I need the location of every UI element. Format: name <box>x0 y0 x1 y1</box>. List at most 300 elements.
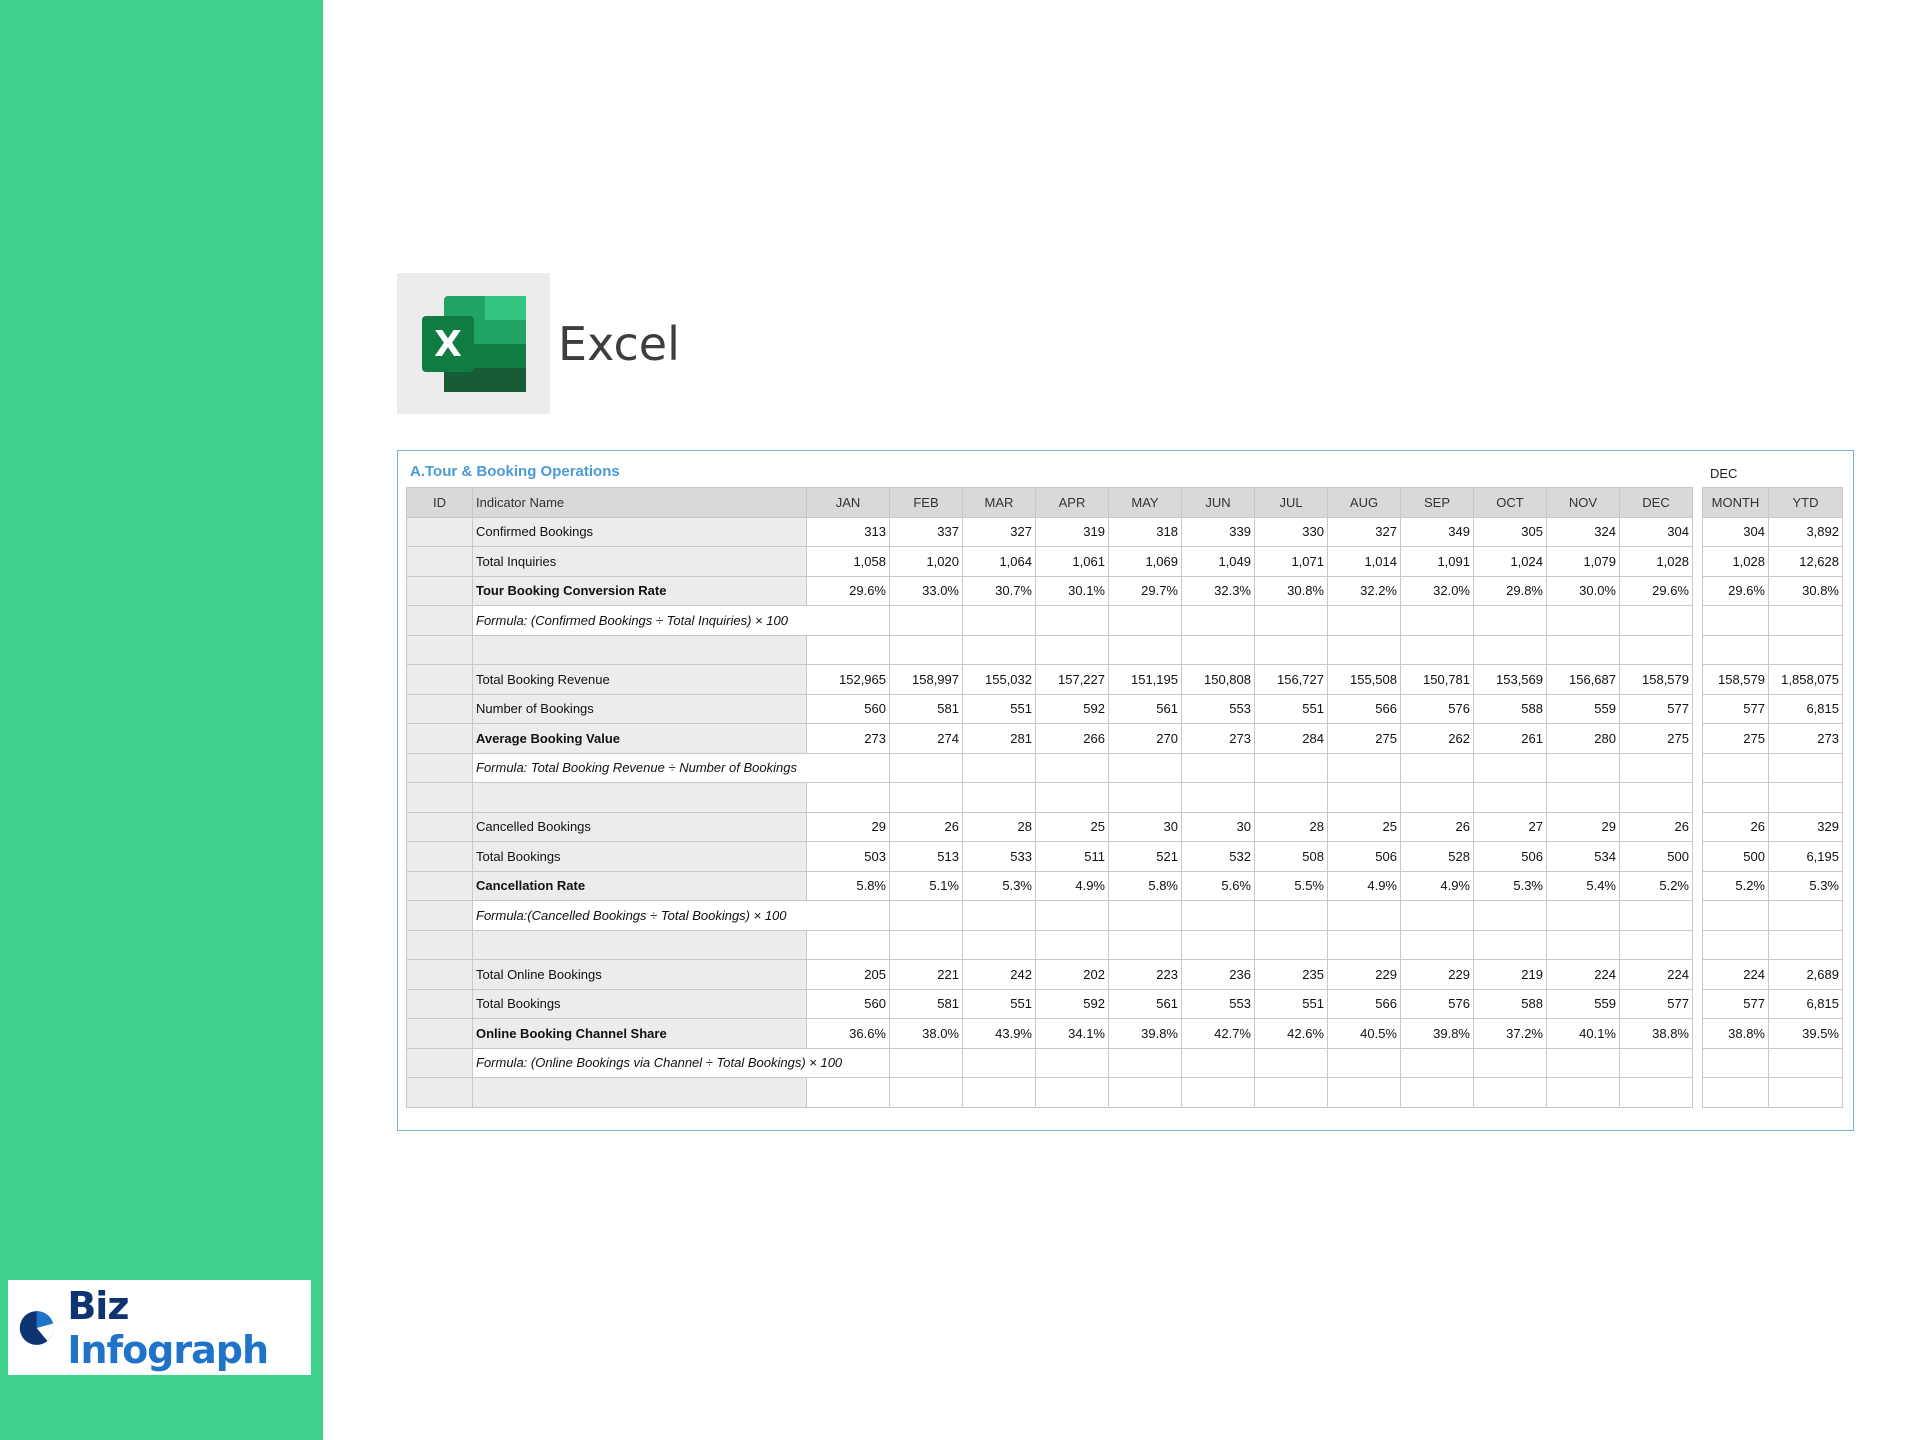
cell-value[interactable]: 38.8% <box>1620 1019 1693 1049</box>
cell-value[interactable] <box>1036 1078 1109 1108</box>
cell-month[interactable]: 577 <box>1703 694 1769 724</box>
cell-value[interactable] <box>890 1078 963 1108</box>
cell-value[interactable]: 29.7% <box>1109 576 1182 606</box>
cell-value[interactable] <box>1401 783 1474 813</box>
cell-value[interactable] <box>1182 783 1255 813</box>
cell-value[interactable] <box>1036 606 1109 636</box>
cell-ytd[interactable] <box>1769 930 1843 960</box>
formula-note[interactable]: Formula: (Confirmed Bookings ÷ Total Inquiries) × 100 <box>473 606 890 636</box>
cell-id[interactable] <box>407 547 473 577</box>
cell-value[interactable]: 337 <box>890 517 963 547</box>
cell-indicator-name[interactable]: Cancelled Bookings <box>473 812 807 842</box>
cell-ytd[interactable]: 12,628 <box>1769 547 1843 577</box>
cell-value[interactable]: 150,781 <box>1401 665 1474 695</box>
cell-value[interactable]: 261 <box>1474 724 1547 754</box>
cell-value[interactable]: 5.8% <box>1109 871 1182 901</box>
cell-value[interactable]: 32.0% <box>1401 576 1474 606</box>
cell-value[interactable] <box>1109 1048 1182 1078</box>
cell-id[interactable] <box>407 694 473 724</box>
cell-value[interactable]: 29.6% <box>1620 576 1693 606</box>
cell-ytd[interactable] <box>1769 783 1843 813</box>
cell-value[interactable]: 36.6% <box>807 1019 890 1049</box>
cell-value[interactable]: 205 <box>807 960 890 990</box>
cell-value[interactable]: 26 <box>1401 812 1474 842</box>
cell-value[interactable]: 588 <box>1474 694 1547 724</box>
cell-id[interactable] <box>407 1048 473 1078</box>
cell-value[interactable] <box>963 783 1036 813</box>
cell-value[interactable]: 5.2% <box>1620 871 1693 901</box>
cell-value[interactable] <box>1401 606 1474 636</box>
cell-value[interactable]: 560 <box>807 694 890 724</box>
cell-value[interactable] <box>1401 1078 1474 1108</box>
cell-value[interactable]: 152,965 <box>807 665 890 695</box>
cell-value[interactable]: 319 <box>1036 517 1109 547</box>
cell-value[interactable]: 281 <box>963 724 1036 754</box>
cell-indicator-name[interactable]: Total Online Bookings <box>473 960 807 990</box>
cell-indicator-name[interactable] <box>473 1078 807 1108</box>
cell-value[interactable] <box>1474 930 1547 960</box>
cell-value[interactable] <box>1182 901 1255 931</box>
cell-id[interactable] <box>407 989 473 1019</box>
cell-value[interactable] <box>1474 1078 1547 1108</box>
cell-value[interactable]: 229 <box>1328 960 1401 990</box>
cell-value[interactable]: 5.5% <box>1255 871 1328 901</box>
cell-value[interactable]: 235 <box>1255 960 1328 990</box>
cell-value[interactable]: 242 <box>963 960 1036 990</box>
cell-indicator-name[interactable]: Total Bookings <box>473 989 807 1019</box>
cell-ytd[interactable]: 6,815 <box>1769 989 1843 1019</box>
cell-value[interactable]: 559 <box>1547 694 1620 724</box>
cell-id[interactable] <box>407 871 473 901</box>
cell-id[interactable] <box>407 812 473 842</box>
cell-month[interactable]: 29.6% <box>1703 576 1769 606</box>
cell-value[interactable]: 219 <box>1474 960 1547 990</box>
cell-value[interactable]: 581 <box>890 694 963 724</box>
cell-value[interactable] <box>1620 783 1693 813</box>
cell-value[interactable]: 29.6% <box>807 576 890 606</box>
column-header-month[interactable]: AUG <box>1328 488 1401 518</box>
cell-value[interactable]: 158,997 <box>890 665 963 695</box>
cell-value[interactable] <box>1474 1048 1547 1078</box>
cell-value[interactable] <box>807 635 890 665</box>
column-header-month[interactable]: SEP <box>1401 488 1474 518</box>
cell-indicator-name[interactable] <box>473 635 807 665</box>
cell-ytd[interactable]: 6,815 <box>1769 694 1843 724</box>
cell-value[interactable]: 280 <box>1547 724 1620 754</box>
cell-value[interactable] <box>1620 635 1693 665</box>
cell-month[interactable] <box>1703 1078 1769 1108</box>
cell-value[interactable] <box>1401 635 1474 665</box>
cell-value[interactable] <box>1182 1048 1255 1078</box>
cell-indicator-name[interactable]: Online Booking Channel Share <box>473 1019 807 1049</box>
cell-id[interactable] <box>407 576 473 606</box>
cell-value[interactable] <box>1036 753 1109 783</box>
cell-value[interactable]: 266 <box>1036 724 1109 754</box>
cell-value[interactable]: 5.3% <box>1474 871 1547 901</box>
cell-id[interactable] <box>407 901 473 931</box>
cell-value[interactable]: 30.1% <box>1036 576 1109 606</box>
cell-value[interactable] <box>1182 635 1255 665</box>
cell-value[interactable]: 273 <box>1182 724 1255 754</box>
cell-value[interactable]: 224 <box>1620 960 1693 990</box>
cell-value[interactable] <box>1036 1048 1109 1078</box>
cell-value[interactable] <box>1547 930 1620 960</box>
cell-value[interactable]: 1,020 <box>890 547 963 577</box>
cell-value[interactable]: 551 <box>963 694 1036 724</box>
cell-value[interactable] <box>1547 1048 1620 1078</box>
column-header-id[interactable]: ID <box>407 488 473 518</box>
cell-id[interactable] <box>407 1078 473 1108</box>
cell-value[interactable] <box>1109 753 1182 783</box>
cell-value[interactable] <box>1036 783 1109 813</box>
cell-id[interactable] <box>407 753 473 783</box>
cell-value[interactable]: 37.2% <box>1474 1019 1547 1049</box>
cell-value[interactable]: 40.5% <box>1328 1019 1401 1049</box>
cell-id[interactable] <box>407 842 473 872</box>
cell-value[interactable] <box>1109 1078 1182 1108</box>
cell-value[interactable]: 566 <box>1328 694 1401 724</box>
cell-value[interactable]: 588 <box>1474 989 1547 1019</box>
cell-value[interactable]: 275 <box>1620 724 1693 754</box>
cell-month[interactable] <box>1703 783 1769 813</box>
cell-value[interactable] <box>963 1078 1036 1108</box>
cell-value[interactable]: 5.6% <box>1182 871 1255 901</box>
cell-value[interactable] <box>890 1048 963 1078</box>
column-header-month[interactable]: MONTH <box>1703 488 1769 518</box>
cell-value[interactable]: 4.9% <box>1328 871 1401 901</box>
cell-value[interactable]: 275 <box>1328 724 1401 754</box>
cell-indicator-name[interactable] <box>473 783 807 813</box>
cell-value[interactable]: 27 <box>1474 812 1547 842</box>
cell-value[interactable]: 560 <box>807 989 890 1019</box>
cell-value[interactable]: 577 <box>1620 989 1693 1019</box>
cell-value[interactable] <box>963 753 1036 783</box>
cell-value[interactable] <box>1547 753 1620 783</box>
cell-value[interactable]: 1,028 <box>1620 547 1693 577</box>
cell-month[interactable] <box>1703 753 1769 783</box>
cell-value[interactable]: 42.6% <box>1255 1019 1328 1049</box>
cell-value[interactable]: 229 <box>1401 960 1474 990</box>
cell-value[interactable] <box>1328 1048 1401 1078</box>
cell-value[interactable] <box>890 901 963 931</box>
cell-value[interactable]: 534 <box>1547 842 1620 872</box>
cell-ytd[interactable]: 1,858,075 <box>1769 665 1843 695</box>
cell-ytd[interactable] <box>1769 606 1843 636</box>
cell-value[interactable]: 551 <box>1255 694 1328 724</box>
cell-value[interactable] <box>1401 901 1474 931</box>
cell-ytd[interactable]: 6,195 <box>1769 842 1843 872</box>
cell-value[interactable] <box>1401 1048 1474 1078</box>
cell-value[interactable]: 533 <box>963 842 1036 872</box>
cell-value[interactable] <box>1547 606 1620 636</box>
cell-value[interactable]: 532 <box>1182 842 1255 872</box>
cell-value[interactable] <box>1620 901 1693 931</box>
cell-value[interactable]: 155,508 <box>1328 665 1401 695</box>
column-header-month[interactable]: FEB <box>890 488 963 518</box>
column-header-month[interactable]: DEC <box>1620 488 1693 518</box>
cell-value[interactable]: 576 <box>1401 989 1474 1019</box>
cell-month[interactable]: 1,028 <box>1703 547 1769 577</box>
cell-value[interactable]: 221 <box>890 960 963 990</box>
cell-value[interactable]: 32.3% <box>1182 576 1255 606</box>
cell-ytd[interactable]: 2,689 <box>1769 960 1843 990</box>
column-header-month[interactable]: JUN <box>1182 488 1255 518</box>
cell-value[interactable]: 202 <box>1036 960 1109 990</box>
cell-value[interactable]: 29 <box>1547 812 1620 842</box>
cell-value[interactable]: 528 <box>1401 842 1474 872</box>
cell-value[interactable]: 4.9% <box>1036 871 1109 901</box>
cell-value[interactable]: 592 <box>1036 694 1109 724</box>
cell-value[interactable]: 284 <box>1255 724 1328 754</box>
cell-value[interactable]: 339 <box>1182 517 1255 547</box>
cell-ytd[interactable] <box>1769 1048 1843 1078</box>
cell-value[interactable]: 521 <box>1109 842 1182 872</box>
cell-month[interactable] <box>1703 901 1769 931</box>
cell-month[interactable]: 577 <box>1703 989 1769 1019</box>
cell-id[interactable] <box>407 665 473 695</box>
cell-value[interactable] <box>1474 783 1547 813</box>
cell-value[interactable]: 158,579 <box>1620 665 1693 695</box>
cell-value[interactable] <box>890 635 963 665</box>
cell-value[interactable] <box>807 783 890 813</box>
cell-id[interactable] <box>407 724 473 754</box>
formula-note[interactable]: Formula: Total Booking Revenue ÷ Number of Bookings <box>473 753 890 783</box>
cell-value[interactable] <box>963 901 1036 931</box>
cell-id[interactable] <box>407 1019 473 1049</box>
cell-value[interactable] <box>1620 753 1693 783</box>
cell-value[interactable] <box>1474 901 1547 931</box>
cell-ytd[interactable]: 3,892 <box>1769 517 1843 547</box>
cell-value[interactable]: 305 <box>1474 517 1547 547</box>
cell-value[interactable]: 551 <box>963 989 1036 1019</box>
cell-month[interactable]: 275 <box>1703 724 1769 754</box>
cell-value[interactable]: 1,069 <box>1109 547 1182 577</box>
cell-indicator-name[interactable]: Cancellation Rate <box>473 871 807 901</box>
cell-value[interactable] <box>1255 1048 1328 1078</box>
cell-value[interactable] <box>1328 783 1401 813</box>
cell-value[interactable]: 262 <box>1401 724 1474 754</box>
cell-value[interactable]: 349 <box>1401 517 1474 547</box>
cell-value[interactable]: 592 <box>1036 989 1109 1019</box>
cell-month[interactable]: 26 <box>1703 812 1769 842</box>
cell-value[interactable]: 503 <box>807 842 890 872</box>
cell-value[interactable]: 581 <box>890 989 963 1019</box>
cell-value[interactable]: 43.9% <box>963 1019 1036 1049</box>
cell-value[interactable] <box>1109 901 1182 931</box>
cell-value[interactable]: 224 <box>1547 960 1620 990</box>
cell-value[interactable] <box>963 930 1036 960</box>
formula-note[interactable]: Formula:(Cancelled Bookings ÷ Total Bookings) × 100 <box>473 901 890 931</box>
cell-value[interactable] <box>1109 635 1182 665</box>
cell-value[interactable] <box>1328 930 1401 960</box>
cell-ytd[interactable]: 39.5% <box>1769 1019 1843 1049</box>
cell-value[interactable] <box>1547 1078 1620 1108</box>
cell-value[interactable] <box>963 1048 1036 1078</box>
cell-indicator-name[interactable]: Average Booking Value <box>473 724 807 754</box>
cell-value[interactable]: 39.8% <box>1109 1019 1182 1049</box>
cell-value[interactable] <box>1182 930 1255 960</box>
cell-value[interactable]: 1,024 <box>1474 547 1547 577</box>
cell-indicator-name[interactable]: Number of Bookings <box>473 694 807 724</box>
cell-value[interactable]: 553 <box>1182 694 1255 724</box>
cell-value[interactable]: 318 <box>1109 517 1182 547</box>
cell-value[interactable] <box>1109 606 1182 636</box>
cell-value[interactable]: 304 <box>1620 517 1693 547</box>
cell-value[interactable]: 157,227 <box>1036 665 1109 695</box>
cell-value[interactable] <box>963 635 1036 665</box>
cell-indicator-name[interactable] <box>473 930 807 960</box>
cell-value[interactable]: 324 <box>1547 517 1620 547</box>
cell-value[interactable] <box>1620 606 1693 636</box>
cell-value[interactable]: 150,808 <box>1182 665 1255 695</box>
cell-value[interactable] <box>807 930 890 960</box>
cell-value[interactable] <box>1255 901 1328 931</box>
cell-value[interactable] <box>1620 930 1693 960</box>
cell-value[interactable]: 28 <box>1255 812 1328 842</box>
cell-month[interactable] <box>1703 1048 1769 1078</box>
cell-value[interactable] <box>1328 1078 1401 1108</box>
cell-month[interactable]: 38.8% <box>1703 1019 1769 1049</box>
cell-ytd[interactable]: 30.8% <box>1769 576 1843 606</box>
cell-value[interactable]: 559 <box>1547 989 1620 1019</box>
cell-value[interactable]: 274 <box>890 724 963 754</box>
cell-value[interactable] <box>1547 783 1620 813</box>
cell-value[interactable]: 156,727 <box>1255 665 1328 695</box>
cell-indicator-name[interactable]: Total Inquiries <box>473 547 807 577</box>
cell-value[interactable] <box>1182 606 1255 636</box>
cell-month[interactable]: 5.2% <box>1703 871 1769 901</box>
cell-value[interactable]: 4.9% <box>1401 871 1474 901</box>
cell-value[interactable]: 313 <box>807 517 890 547</box>
cell-value[interactable]: 506 <box>1474 842 1547 872</box>
cell-value[interactable]: 508 <box>1255 842 1328 872</box>
cell-value[interactable]: 511 <box>1036 842 1109 872</box>
cell-value[interactable]: 1,064 <box>963 547 1036 577</box>
cell-ytd[interactable] <box>1769 901 1843 931</box>
cell-value[interactable] <box>1255 930 1328 960</box>
cell-id[interactable] <box>407 930 473 960</box>
cell-value[interactable]: 30 <box>1109 812 1182 842</box>
cell-value[interactable] <box>1401 753 1474 783</box>
cell-value[interactable] <box>1036 635 1109 665</box>
cell-value[interactable] <box>1109 783 1182 813</box>
cell-value[interactable]: 5.3% <box>963 871 1036 901</box>
cell-value[interactable] <box>1474 753 1547 783</box>
cell-value[interactable] <box>1182 1078 1255 1108</box>
cell-value[interactable] <box>1036 901 1109 931</box>
cell-value[interactable]: 5.4% <box>1547 871 1620 901</box>
cell-value[interactable]: 1,014 <box>1328 547 1401 577</box>
cell-value[interactable] <box>1328 635 1401 665</box>
cell-value[interactable]: 561 <box>1109 694 1182 724</box>
cell-value[interactable]: 25 <box>1328 812 1401 842</box>
cell-value[interactable]: 42.7% <box>1182 1019 1255 1049</box>
column-header-month[interactable]: JUL <box>1255 488 1328 518</box>
column-header-name[interactable]: Indicator Name <box>473 488 807 518</box>
column-header-month[interactable]: MAY <box>1109 488 1182 518</box>
cell-value[interactable]: 28 <box>963 812 1036 842</box>
cell-value[interactable] <box>1547 901 1620 931</box>
cell-ytd[interactable]: 5.3% <box>1769 871 1843 901</box>
cell-ytd[interactable]: 329 <box>1769 812 1843 842</box>
cell-value[interactable]: 38.0% <box>890 1019 963 1049</box>
cell-value[interactable] <box>1255 753 1328 783</box>
cell-id[interactable] <box>407 960 473 990</box>
cell-ytd[interactable] <box>1769 753 1843 783</box>
cell-ytd[interactable] <box>1769 1078 1843 1108</box>
cell-ytd[interactable] <box>1769 635 1843 665</box>
column-header-month[interactable]: APR <box>1036 488 1109 518</box>
cell-value[interactable] <box>890 753 963 783</box>
cell-value[interactable]: 26 <box>1620 812 1693 842</box>
cell-value[interactable]: 1,071 <box>1255 547 1328 577</box>
cell-month[interactable]: 500 <box>1703 842 1769 872</box>
cell-value[interactable]: 32.2% <box>1328 576 1401 606</box>
cell-indicator-name[interactable]: Confirmed Bookings <box>473 517 807 547</box>
cell-id[interactable] <box>407 606 473 636</box>
cell-value[interactable]: 1,091 <box>1401 547 1474 577</box>
cell-value[interactable] <box>1620 1048 1693 1078</box>
cell-value[interactable]: 153,569 <box>1474 665 1547 695</box>
cell-month[interactable]: 304 <box>1703 517 1769 547</box>
cell-month[interactable] <box>1703 606 1769 636</box>
cell-value[interactable] <box>1620 1078 1693 1108</box>
cell-value[interactable]: 513 <box>890 842 963 872</box>
cell-value[interactable]: 26 <box>890 812 963 842</box>
cell-indicator-name[interactable]: Total Booking Revenue <box>473 665 807 695</box>
cell-value[interactable]: 155,032 <box>963 665 1036 695</box>
cell-value[interactable]: 39.8% <box>1401 1019 1474 1049</box>
column-header-month[interactable]: MAR <box>963 488 1036 518</box>
column-header-month[interactable]: OCT <box>1474 488 1547 518</box>
cell-value[interactable] <box>1255 1078 1328 1108</box>
cell-month[interactable] <box>1703 930 1769 960</box>
cell-id[interactable] <box>407 635 473 665</box>
cell-ytd[interactable]: 273 <box>1769 724 1843 754</box>
cell-value[interactable] <box>1255 606 1328 636</box>
column-header-month[interactable]: JAN <box>807 488 890 518</box>
cell-value[interactable]: 506 <box>1328 842 1401 872</box>
cell-value[interactable]: 553 <box>1182 989 1255 1019</box>
cell-value[interactable]: 151,195 <box>1109 665 1182 695</box>
cell-value[interactable]: 223 <box>1109 960 1182 990</box>
cell-value[interactable] <box>1036 930 1109 960</box>
cell-value[interactable]: 327 <box>963 517 1036 547</box>
cell-value[interactable]: 30.8% <box>1255 576 1328 606</box>
cell-value[interactable]: 1,058 <box>807 547 890 577</box>
cell-value[interactable]: 33.0% <box>890 576 963 606</box>
cell-value[interactable]: 29 <box>807 812 890 842</box>
cell-value[interactable]: 30 <box>1182 812 1255 842</box>
cell-value[interactable] <box>1328 901 1401 931</box>
cell-value[interactable]: 561 <box>1109 989 1182 1019</box>
cell-value[interactable] <box>1474 635 1547 665</box>
cell-value[interactable] <box>1474 606 1547 636</box>
cell-value[interactable] <box>1255 783 1328 813</box>
cell-value[interactable] <box>1547 635 1620 665</box>
cell-value[interactable] <box>963 606 1036 636</box>
cell-indicator-name[interactable]: Tour Booking Conversion Rate <box>473 576 807 606</box>
cell-indicator-name[interactable]: Total Bookings <box>473 842 807 872</box>
cell-id[interactable] <box>407 783 473 813</box>
cell-id[interactable] <box>407 517 473 547</box>
cell-value[interactable] <box>1328 753 1401 783</box>
cell-value[interactable] <box>1401 930 1474 960</box>
cell-value[interactable]: 576 <box>1401 694 1474 724</box>
cell-value[interactable]: 236 <box>1182 960 1255 990</box>
cell-value[interactable] <box>890 930 963 960</box>
cell-value[interactable]: 577 <box>1620 694 1693 724</box>
